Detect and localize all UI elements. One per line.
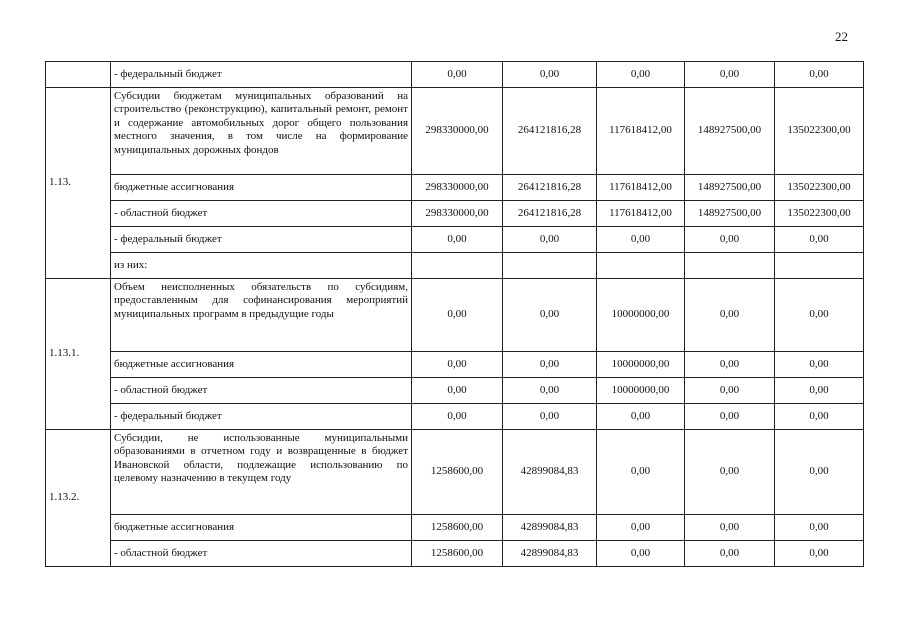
- row-name-cell: бюджетные ассигнования: [111, 175, 412, 201]
- row-name-cell: - федеральный бюджет: [111, 404, 412, 430]
- value-cell: 0,00: [597, 62, 685, 88]
- value-cell: 0,00: [685, 404, 775, 430]
- value-cell: 0,00: [685, 279, 775, 352]
- value-cell: [503, 253, 597, 279]
- value-cell: 117618412,00: [597, 88, 685, 175]
- row-name-cell: бюджетные ассигнования: [111, 352, 412, 378]
- value-cell: [412, 253, 503, 279]
- table-row: [46, 62, 864, 88]
- value-cell: 10000000,00: [597, 378, 685, 404]
- value-cell: 0,00: [597, 227, 685, 253]
- value-cell: 0,00: [685, 541, 775, 567]
- row-name-cell: - федеральный бюджет: [111, 227, 412, 253]
- row-name-cell: - областной бюджет: [111, 541, 412, 567]
- value-cell: 0,00: [597, 515, 685, 541]
- value-cell: 0,00: [503, 352, 597, 378]
- row-number-cell: 1.13.2.: [46, 430, 111, 567]
- value-cell: 42899084,83: [503, 515, 597, 541]
- value-cell: 148927500,00: [685, 201, 775, 227]
- table-row: [46, 253, 864, 279]
- value-cell: 0,00: [597, 430, 685, 515]
- value-cell: 42899084,83: [503, 430, 597, 515]
- row-number-cell: 1.13.: [46, 88, 111, 279]
- value-cell: 264121816,28: [503, 201, 597, 227]
- value-cell: 1258600,00: [412, 515, 503, 541]
- table-row: [46, 404, 864, 430]
- value-cell: 298330000,00: [412, 175, 503, 201]
- value-cell: 10000000,00: [597, 279, 685, 352]
- value-cell: 0,00: [775, 227, 864, 253]
- value-cell: 135022300,00: [775, 201, 864, 227]
- value-cell: 1258600,00: [412, 541, 503, 567]
- value-cell: 0,00: [775, 352, 864, 378]
- value-cell: 148927500,00: [685, 175, 775, 201]
- table-row: [46, 378, 864, 404]
- row-name-cell: - областной бюджет: [111, 378, 412, 404]
- table-row: [46, 175, 864, 201]
- row-name-cell: Субсидии, не использованные муниципальными образованиями в отчетном году и возвращенные в бюджет Ивановской области, подлежащие использованию по целевому назначению в текущем году: [111, 430, 412, 515]
- value-cell: [775, 253, 864, 279]
- page-number: 22: [835, 29, 848, 44]
- value-cell: 0,00: [503, 62, 597, 88]
- row-name-cell: бюджетные ассигнования: [111, 515, 412, 541]
- table-row: [46, 541, 864, 567]
- value-cell: 0,00: [597, 404, 685, 430]
- value-cell: 0,00: [503, 404, 597, 430]
- value-cell: 298330000,00: [412, 88, 503, 175]
- value-cell: 0,00: [412, 378, 503, 404]
- value-cell: [597, 253, 685, 279]
- value-cell: 135022300,00: [775, 88, 864, 175]
- value-cell: [685, 253, 775, 279]
- table-row: [46, 352, 864, 378]
- value-cell: 117618412,00: [597, 201, 685, 227]
- row-number-cell: [46, 62, 111, 88]
- value-cell: 0,00: [503, 279, 597, 352]
- value-cell: 148927500,00: [685, 88, 775, 175]
- value-cell: 0,00: [412, 227, 503, 253]
- table-row: [46, 88, 864, 175]
- value-cell: 1258600,00: [412, 430, 503, 515]
- budget-table: [45, 61, 864, 567]
- value-cell: 0,00: [685, 352, 775, 378]
- table-row: [46, 430, 864, 515]
- row-name-cell: из них:: [111, 253, 412, 279]
- value-cell: 0,00: [412, 279, 503, 352]
- row-number-cell: 1.13.1.: [46, 279, 111, 430]
- value-cell: 0,00: [775, 515, 864, 541]
- table-row: [46, 515, 864, 541]
- value-cell: 0,00: [503, 378, 597, 404]
- value-cell: 298330000,00: [412, 201, 503, 227]
- value-cell: 0,00: [685, 62, 775, 88]
- row-name-cell: Объем неисполненных обязательств по субсидиям, предоставленным для софинансирования мероприятий муниципальных программ в предыдущие годы: [111, 279, 412, 352]
- value-cell: 0,00: [597, 541, 685, 567]
- table-row: [46, 201, 864, 227]
- value-cell: 0,00: [775, 430, 864, 515]
- value-cell: 117618412,00: [597, 175, 685, 201]
- value-cell: 264121816,28: [503, 175, 597, 201]
- value-cell: 264121816,28: [503, 88, 597, 175]
- value-cell: 0,00: [685, 378, 775, 404]
- value-cell: 135022300,00: [775, 175, 864, 201]
- value-cell: 0,00: [775, 279, 864, 352]
- row-name-cell: Субсидии бюджетам муниципальных образований на строительство (реконструкцию), капитальный ремонт, ремонт и содержание автомобильных дорог общего пользования местного значения, в том числе на формирование муниципальных дорожных фондов: [111, 88, 412, 175]
- table-row: [46, 227, 864, 253]
- table-row: [46, 279, 864, 352]
- value-cell: 0,00: [412, 352, 503, 378]
- value-cell: 0,00: [775, 404, 864, 430]
- value-cell: 0,00: [775, 62, 864, 88]
- value-cell: 0,00: [412, 404, 503, 430]
- value-cell: 0,00: [685, 515, 775, 541]
- row-name-cell: - федеральный бюджет: [111, 62, 412, 88]
- value-cell: 0,00: [412, 62, 503, 88]
- value-cell: 0,00: [685, 227, 775, 253]
- value-cell: 42899084,83: [503, 541, 597, 567]
- value-cell: 0,00: [503, 227, 597, 253]
- value-cell: 0,00: [775, 541, 864, 567]
- row-name-cell: - областной бюджет: [111, 201, 412, 227]
- value-cell: 0,00: [775, 378, 864, 404]
- value-cell: 0,00: [685, 430, 775, 515]
- value-cell: 10000000,00: [597, 352, 685, 378]
